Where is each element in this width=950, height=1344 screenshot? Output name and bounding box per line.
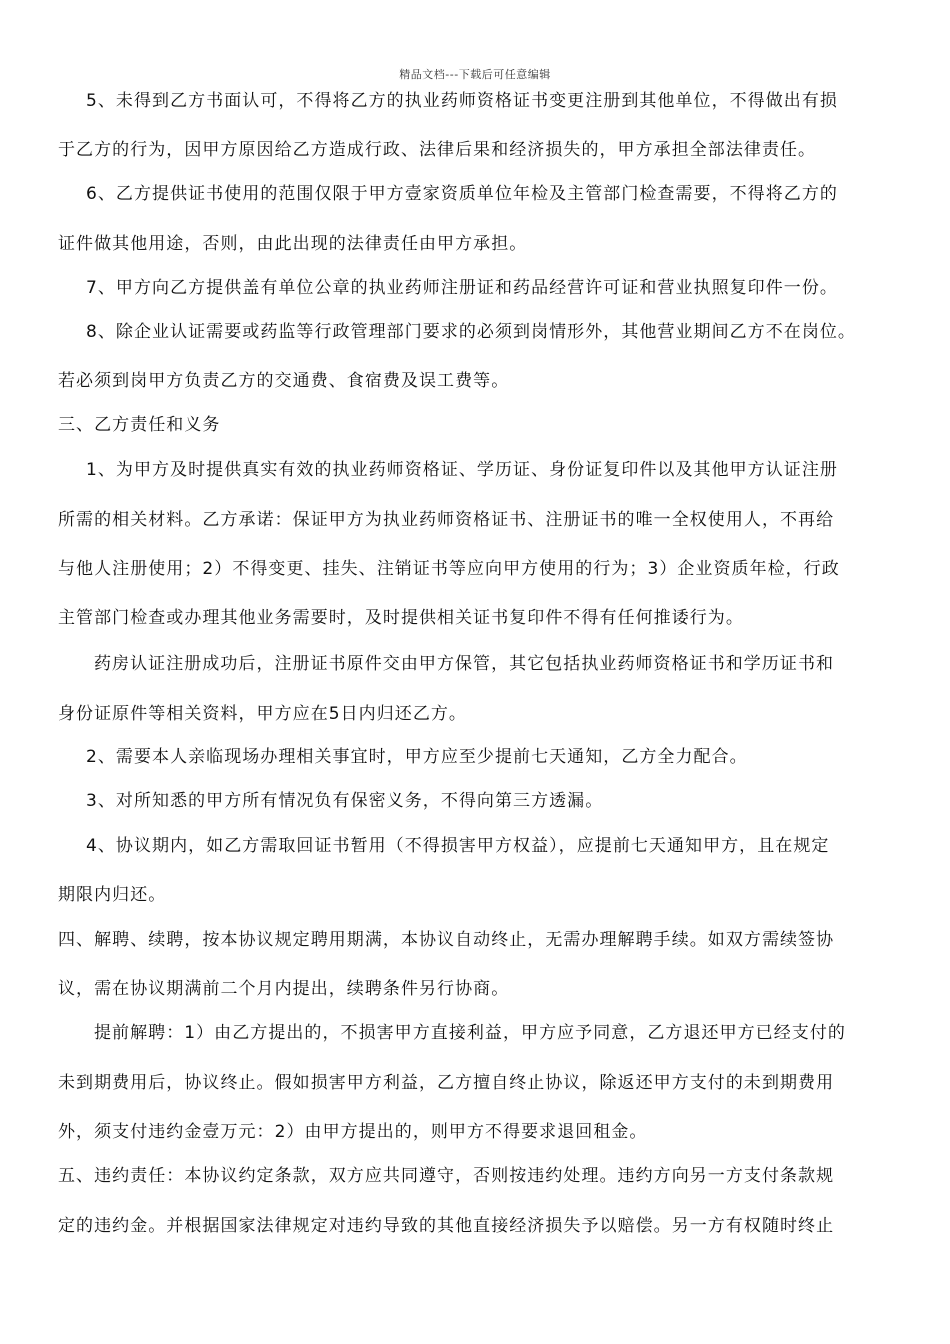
text-line-early-a: 提前解聘：1）由乙方提出的，不损害甲方直接利益，甲方应予同意，乙方退还甲方已经支付的 xyxy=(94,1023,846,1043)
text-line-clause-8-b: 若必须到岗甲方负责乙方的交通费、食宿费及误工费等。 xyxy=(58,371,510,391)
text-line-clause-7: 7、甲方向乙方提供盖有单位公章的执业药师注册证和药品经营许可证和营业执照复印件一份。 xyxy=(86,278,838,298)
text-line-duty-1-c: 与他人注册使用；2）不得变更、挂失、注销证书等应向甲方使用的行为；3）企业资质年检，行政 xyxy=(58,559,840,579)
section-heading-5-b: 定的违约金。并根据国家法律规定对违约导致的其他直接经济损失予以赔偿。另一方有权随时终止 xyxy=(58,1216,835,1236)
page-header: 精品文档---下载后可任意编辑 xyxy=(399,68,551,81)
text-line-clause-5-a: 5、未得到乙方书面认可，不得将乙方的执业药师资格证书变更注册到其他单位，不得做出有损 xyxy=(86,91,838,111)
text-line-duty-1-d: 主管部门检查或办理其他业务需要时，及时提供相关证书复印件不得有任何推诿行为。 xyxy=(58,608,744,628)
text-line-duty-4-b: 期限内归还。 xyxy=(58,885,167,905)
section-heading-3: 三、乙方责任和义务 xyxy=(58,415,221,435)
text-line-duty-3: 3、对所知悉的甲方所有情况负有保密义务，不得向第三方透漏。 xyxy=(86,791,604,811)
text-line-pharmacy-b: 身份证原件等相关资料，甲方应在5日内归还乙方。 xyxy=(58,704,467,724)
text-line-clause-6-a: 6、乙方提供证书使用的范围仅限于甲方壹家资质单位年检及主管部门检查需要，不得将乙方的 xyxy=(86,184,838,204)
text-line-pharmacy-a: 药房认证注册成功后，注册证书原件交由甲方保管，其它包括执业药师资格证书和学历证书和 xyxy=(94,654,835,674)
text-line-duty-4-a: 4、协议期内，如乙方需取回证书暂用（不得损害甲方权益），应提前七天通知甲方，且在规定 xyxy=(86,836,830,856)
section-heading-4-a: 四、解聘、续聘，按本协议规定聘用期满，本协议自动终止，无需办理解聘手续。如双方需续签协 xyxy=(58,930,835,950)
text-line-clause-5-b: 于乙方的行为，因甲方原因给乙方造成行政、法律后果和经济损失的，甲方承担全部法律责任。 xyxy=(58,140,817,160)
text-line-duty-1-b: 所需的相关材料。乙方承诺：保证甲方为执业药师资格证书、注册证书的唯一全权使用人，不再给 xyxy=(58,510,835,530)
text-line-duty-2: 2、需要本人亲临现场办理相关事宜时，甲方应至少提前七天通知，乙方全力配合。 xyxy=(86,747,748,767)
section-heading-4-b: 议，需在协议期满前二个月内提出，续聘条件另行协商。 xyxy=(58,979,510,999)
text-line-clause-6-b: 证件做其他用途，否则，由此出现的法律责任由甲方承担。 xyxy=(58,234,528,254)
text-line-early-c: 外，须支付违约金壹万元：2）由甲方提出的，则甲方不得要求退回租金。 xyxy=(58,1122,648,1142)
section-heading-5-a: 五、违约责任：本协议约定条款，双方应共同遵守，否则按违约处理。违约方向另一方支付条款规 xyxy=(58,1166,835,1186)
text-line-early-b: 未到期费用后，协议终止。假如损害甲方利益，乙方擅自终止协议，除返还甲方支付的未到期费用 xyxy=(58,1073,835,1093)
text-line-clause-8-a: 8、除企业认证需要或药监等行政管理部门要求的必须到岗情形外，其他营业期间乙方不在岗位。 xyxy=(86,322,856,342)
text-line-duty-1-a: 1、为甲方及时提供真实有效的执业药师资格证、学历证、身份证复印件以及其他甲方认证注册 xyxy=(86,460,838,480)
